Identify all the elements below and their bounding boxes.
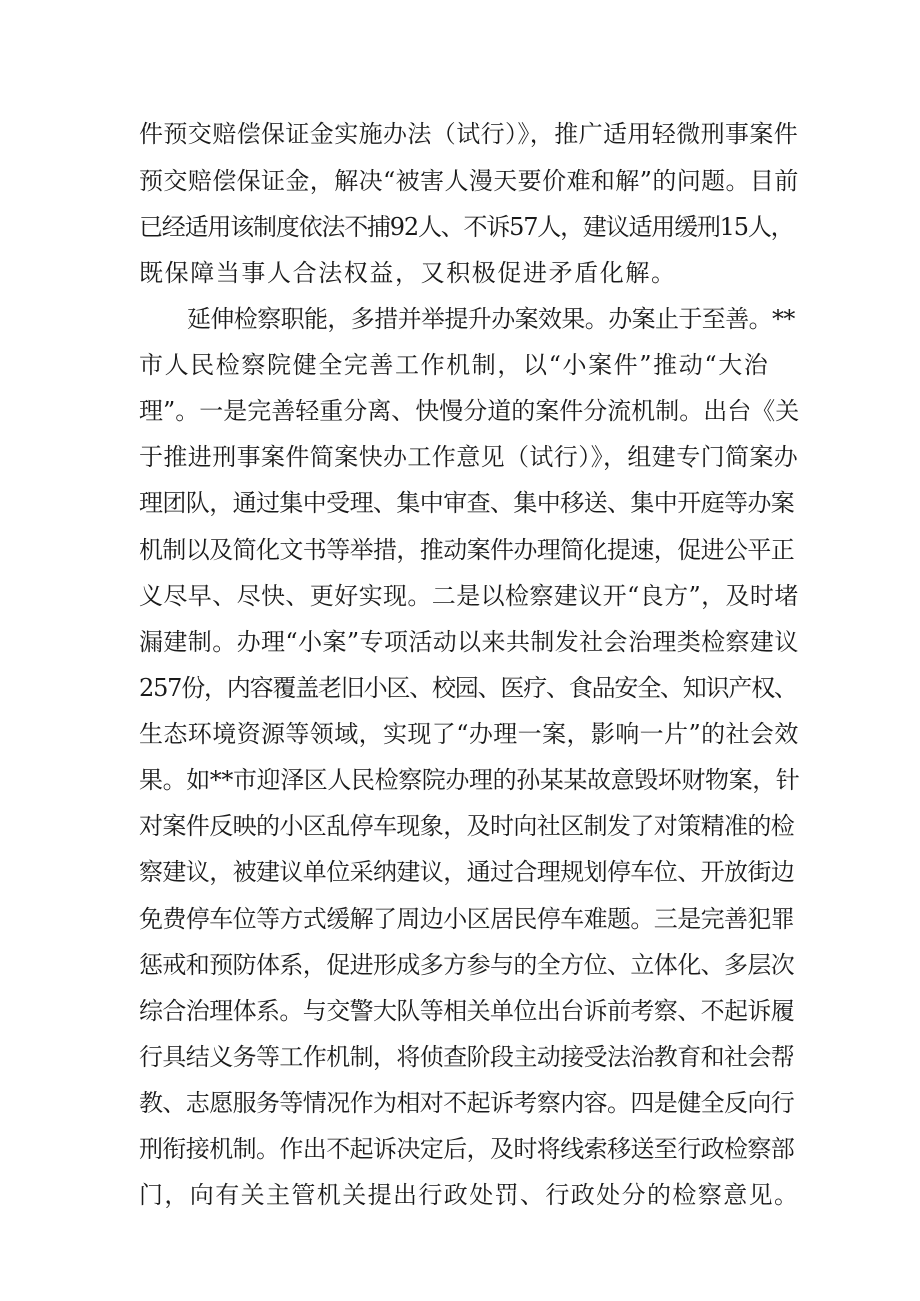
text-line: 漏建制。办理“小案”专项活动以来共制发社会治理类检察建议 (139, 628, 799, 656)
text-line: 既保障当事人合法权益，又积极促进矛盾化解。 (139, 259, 677, 287)
text-line: 于推进刑事案件简案快办工作意见（试行）》，组建专门简案办 (139, 443, 799, 471)
text-line: 教、志愿服务等情况作为相对不起诉考察内容。四是健全反向行 (139, 1089, 795, 1117)
text-line: 理团队，通过集中受理、集中审查、集中移送、集中开庭等办案 (139, 489, 795, 517)
text-line: 已经适用该制度依法不捕92人、不诉57人，建议适用缓刑15人， (139, 213, 794, 241)
text-line: 察建议，被建议单位采纳建议，通过合理规划停车位、开放街边 (139, 858, 795, 886)
text-line: 综合治理体系。与交警大队等相关单位出台诉前考察、不起诉履 (139, 997, 795, 1025)
text-line: 市人民检察院健全完善工作机制，以“小案件”推动“大治 (139, 351, 770, 379)
text-line: 件预交赔偿保证金实施办法（试行）》，推广适用轻微刑事案件 (139, 120, 799, 148)
text-line: 刑衔接机制。作出不起诉决定后，及时将线索移送至行政检察部 (139, 1135, 795, 1163)
text-line: 预交赔偿保证金，解决“被害人漫天要价难和解”的问题。目前 (139, 167, 799, 195)
text-line: 果。如**市迎泽区人民检察院办理的孙某某故意毁坏财物案，针 (139, 766, 800, 794)
text-line: 行具结义务等工作机制，将侦查阶段主动接受法治教育和社会帮 (139, 1043, 795, 1071)
text-line: 对案件反映的小区乱停车现象，及时向社区制发了对策精准的检 (139, 812, 795, 840)
text-line: 生态环境资源等领域，实现了“办理一案，影响一片”的社会效 (139, 720, 799, 748)
text-line: 义尽早、尽快、更好实现。二是以检察建议开“良方”，及时堵 (139, 582, 799, 610)
text-line: 免费停车位等方式缓解了周边小区居民停车难题。三是完善犯罪 (139, 905, 795, 933)
text-line: 理”。一是完善轻重分离、快慢分道的案件分流机制。出台《关 (139, 397, 800, 425)
text-line: 惩戒和预防体系，促进形成多方参与的全方位、立体化、多层次 (139, 951, 795, 979)
text-line: 门，向有关主管机关提出行政处罚、行政处分的检察意见。 (139, 1181, 800, 1209)
text-line: 机制以及简化文书等举措，推动案件办理简化提速，促进公平正 (139, 536, 795, 564)
paragraph-first-line: 延伸检察职能，多措并举提升办案效果。办案止于至善。** (187, 305, 795, 333)
text-line: 257份，内容覆盖老旧小区、校园、医疗、食品安全、知识产权、 (139, 674, 797, 702)
